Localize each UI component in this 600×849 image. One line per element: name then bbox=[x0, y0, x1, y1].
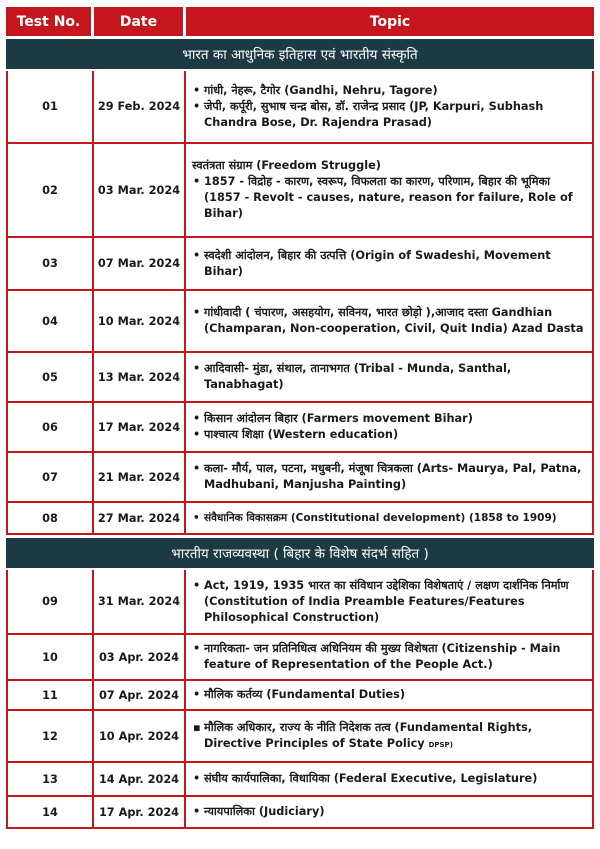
test-number: 11 bbox=[6, 681, 94, 711]
topic-item: • स्वदेशी आंदोलन, बिहार की उत्पत्ति (Origin of Swadeshi, Movement Bihar) bbox=[192, 248, 586, 280]
topic-item: • संवैधानिक विकासक्रम (Constitutional development) (1858 to 1909) bbox=[192, 510, 586, 526]
test-number: 01 bbox=[6, 71, 94, 144]
topic-item: • कला- मौर्य, पाल, पटना, मधुबनी, मंजूषा चित्रकला (Arts- Maurya, Pal, Patna, Madhubani, Manjusha Painting) bbox=[192, 461, 586, 493]
topic-item: • न्यायपालिका (Judiciary) bbox=[192, 804, 586, 820]
table-row bbox=[6, 635, 594, 681]
test-date: 27 Mar. 2024 bbox=[94, 503, 186, 535]
section-title: भारतीय राजव्यवस्था ( बिहार के विशेष संदर्भ सहित ) bbox=[6, 535, 594, 570]
test-date: 07 Apr. 2024 bbox=[94, 681, 186, 711]
topic-item bbox=[192, 720, 586, 753]
test-date: 21 Mar. 2024 bbox=[94, 453, 186, 503]
topic-item: • गांधीवादी ( चंपारण, असहयोग, सविनय, भारत छोड़ो ),आजाद दस्ता Gandhian (Champaran, Non-cooperation, Civil, Quit India) Azad Dasta bbox=[192, 305, 586, 337]
topic-cell bbox=[186, 353, 594, 403]
topic-item: • नागरिकता- जन प्रतिनिधित्व अधिनियम की मुख्य विशेषता (Citizenship - Main feature of Representation of the People Act.) bbox=[192, 641, 586, 673]
header-topic: Topic bbox=[186, 7, 594, 36]
test-number: 06 bbox=[6, 403, 94, 453]
topic-item: • 1857 - विद्रोह - कारण, स्वरूप, विफलता का कारण, परिणाम, बिहार की भूमिका (1857 - Revolt - causes, nature, reason for failure, Role of Bihar) bbox=[192, 174, 586, 222]
topic-item: • मौलिक कर्तव्य (Fundamental Duties) bbox=[192, 687, 586, 703]
test-number: 04 bbox=[6, 291, 94, 353]
table-row bbox=[6, 71, 594, 144]
table-row bbox=[6, 403, 594, 453]
test-number: 08 bbox=[6, 503, 94, 535]
topic-item: • Act, 1919, 1935 भारत का संविधान उद्देशिका विशेषताएं / लक्षण दार्शनिक निर्माण (Constitution of India Preamble Features/Features Philosophical Construction) bbox=[192, 578, 586, 626]
table-row bbox=[6, 238, 594, 291]
topic-item-text: मौलिक अधिकार, राज्य के नीति निदेशक तत्व (Fundamental Rights, Directive Principles of State Policy bbox=[204, 720, 533, 750]
topic-cell bbox=[186, 453, 594, 503]
topic-cell bbox=[186, 635, 594, 681]
test-schedule-table bbox=[6, 7, 594, 829]
test-date: 17 Apr. 2024 bbox=[94, 797, 186, 829]
header-test-no: Test No. bbox=[6, 7, 94, 36]
test-number: 02 bbox=[6, 144, 94, 238]
topic-cell bbox=[186, 291, 594, 353]
section-header-polity bbox=[6, 535, 594, 570]
test-date: 10 Apr. 2024 bbox=[94, 711, 186, 763]
section-title: भारत का आधुनिक इतिहास एवं भारतीय संस्कृति bbox=[6, 36, 594, 71]
topic-item: • संघीय कार्यपालिका, विधायिका (Federal Executive, Legislature) bbox=[192, 771, 586, 787]
table-row bbox=[6, 353, 594, 403]
table-row bbox=[6, 681, 594, 711]
table-row bbox=[6, 797, 594, 829]
topic-cell bbox=[186, 797, 594, 829]
table-row bbox=[6, 503, 594, 535]
topic-heading: स्वतंत्रता संग्राम (Freedom Struggle) bbox=[192, 159, 381, 172]
topic-item: • गांधी, नेहरू, टैगोर (Gandhi, Nehru, Tagore) bbox=[192, 83, 586, 99]
topic-item: • पाश्चात्य शिक्षा (Western education) bbox=[192, 427, 586, 443]
test-number: 07 bbox=[6, 453, 94, 503]
test-date: 13 Mar. 2024 bbox=[94, 353, 186, 403]
section-header-history bbox=[6, 36, 594, 71]
test-date: 29 Feb. 2024 bbox=[94, 71, 186, 144]
topic-item: • जेपी, कर्पूरी, सुभाष चन्द्र बोस, डॉ. राजेन्द्र प्रसाद (JP, Karpuri, Subhash Chandra Bose, Dr. Rajendra Prasad) bbox=[192, 99, 586, 131]
table-row bbox=[6, 570, 594, 635]
dpsp-abbrev: DPSP) bbox=[428, 740, 453, 749]
table-row bbox=[6, 144, 594, 238]
test-number: 13 bbox=[6, 763, 94, 797]
test-number: 09 bbox=[6, 570, 94, 635]
topic-item: • किसान आंदोलन बिहार (Farmers movement Bihar) bbox=[192, 411, 586, 427]
test-date: 31 Mar. 2024 bbox=[94, 570, 186, 635]
test-date: 10 Mar. 2024 bbox=[94, 291, 186, 353]
table-row bbox=[6, 763, 594, 797]
test-number: 05 bbox=[6, 353, 94, 403]
test-number: 10 bbox=[6, 635, 94, 681]
test-date: 14 Apr. 2024 bbox=[94, 763, 186, 797]
topic-cell bbox=[186, 763, 594, 797]
topic-cell bbox=[186, 144, 594, 238]
topic-cell bbox=[186, 238, 594, 291]
test-number: 14 bbox=[6, 797, 94, 829]
test-date: 03 Apr. 2024 bbox=[94, 635, 186, 681]
table-row bbox=[6, 453, 594, 503]
test-date: 03 Mar. 2024 bbox=[94, 144, 186, 238]
topic-cell bbox=[186, 403, 594, 453]
test-date: 17 Mar. 2024 bbox=[94, 403, 186, 453]
topic-cell bbox=[186, 503, 594, 535]
table-header-row bbox=[6, 7, 594, 36]
test-number: 03 bbox=[6, 238, 94, 291]
topic-cell bbox=[186, 711, 594, 763]
test-date: 07 Mar. 2024 bbox=[94, 238, 186, 291]
topic-cell bbox=[186, 570, 594, 635]
topic-cell bbox=[186, 71, 594, 144]
test-number: 12 bbox=[6, 711, 94, 763]
table-row bbox=[6, 711, 594, 763]
topic-item: • आदिवासी- मुंडा, संथाल, तानाभगत (Tribal - Munda, Santhal, Tanabhagat) bbox=[192, 361, 586, 393]
header-date: Date bbox=[94, 7, 186, 36]
table-row bbox=[6, 291, 594, 353]
topic-cell bbox=[186, 681, 594, 711]
